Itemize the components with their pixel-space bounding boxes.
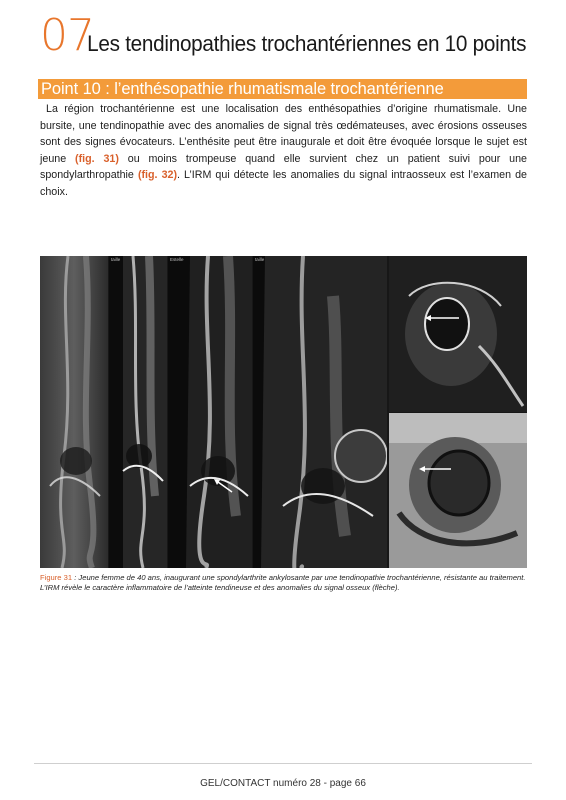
body-text-part1: La région trochantérienne est une localisation des enthésopathies d’origine rhumatismale. Une bursite, une tendinopathie avec des anomalies de signal très œdémateuses, avec érosions osseuses sont des signes évocateurs. L’enthésite peut être inaugurale et doit être évoquée lorsque le sujet est jeune [40, 103, 527, 165]
figure-reference-31: (fig. 31) [75, 152, 119, 165]
mri-panel-axial-top [389, 256, 527, 412]
footer-divider [34, 763, 532, 764]
panel-label-2: Estelle [170, 257, 184, 262]
section-heading: Point 10 : l’enthésopathie rhumatismale trochantérienne [41, 80, 444, 98]
body-text-part3: . L’IRM qui détecte les anomalies du signal intraosseux est l’examen de choix. [40, 169, 527, 198]
body-text-part2: ou moins trompeuse quand elle survient chez un patient suivi pour une spondylarthropathie [40, 152, 527, 182]
figure-caption [40, 573, 530, 594]
mri-panel-axial-bottom [389, 413, 527, 568]
mri-panel-coronal-2 [109, 256, 167, 568]
mri-panel-coronal-1 [40, 256, 108, 568]
chapter-number: 07 [40, 10, 94, 61]
mri-figure [40, 256, 527, 568]
page-footer: GEL/CONTACT numéro 28 - page 66 [200, 778, 366, 789]
panel-label-1: taille [111, 257, 121, 262]
mri-panel-coronal-4 [253, 256, 387, 568]
figure-caption-text: : Jeune femme de 40 ans, inaugurant une spondylarthrite ankylosante par une tendinopathie trochantérienne, résistante au traitement. L’IRM révèle le caractère inflammatoire de l’atteinte tendineuse et des anomalies du signal osseux (flèche). [40, 573, 526, 593]
mri-panel-coronal-3 [168, 256, 252, 568]
page-title: Les tendinopathies trochantériennes en 10 points [86, 31, 526, 56]
figure-reference-32: (fig. 32) [137, 169, 178, 182]
figure-caption-label: Figure 31 [40, 573, 73, 582]
section-heading-bar [38, 79, 527, 99]
panel-label-3: taille [255, 257, 265, 262]
body-paragraph [40, 101, 527, 201]
